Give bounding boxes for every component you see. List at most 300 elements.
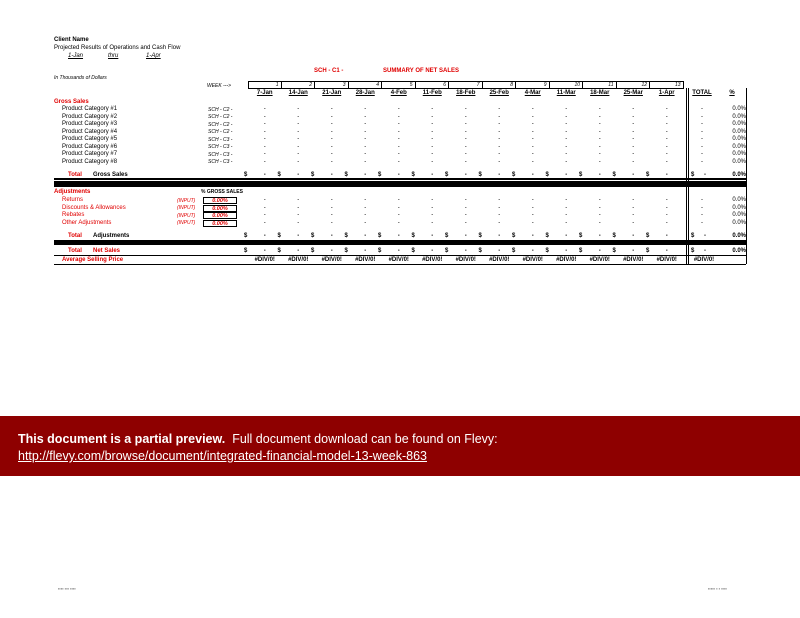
cell-value: - [598,136,601,142]
week-date: 1-Apr [658,90,675,96]
avg-price-value: #DIV/0! [489,257,510,263]
net-total-dollar: $ [612,248,616,254]
to-date: 1-Apr [146,53,161,59]
cell-value: - [565,143,568,150]
gross-total-dollar: $ [512,172,516,178]
row-pct: 0.0% [732,219,746,226]
preview-banner [0,416,800,476]
cell-value: - [297,158,300,165]
row-pct: 0.0% [732,151,746,157]
cell-value: - [464,121,467,127]
category-label: Product Category #8 [62,158,118,165]
net-total-value: - [632,248,635,254]
cell-value: - [431,128,434,135]
cell-value: - [464,136,467,142]
cell-value: - [598,151,601,157]
gross-total-name: Gross Sales [93,172,128,178]
category-label: Product Category #3 [62,121,118,127]
net-total-dollar: $ [579,248,583,254]
cell-value: - [431,113,434,120]
adj-total-dollar: $ [545,233,549,239]
gross-total-dollar: $ [579,172,583,178]
cell-value: - [364,219,367,226]
cell-value: - [665,204,668,211]
cell-value: - [531,143,534,150]
cell-value: - [330,219,333,226]
banner-link[interactable]: http://flevy.com/browse/document/integrated-financial-model-13-week-863 [18,449,427,463]
cell-value: - [330,197,333,203]
banner-text: Full document download can be found on Flevy: [232,432,498,446]
cell-value: - [531,136,534,142]
cell-value: - [565,212,568,218]
cell-value: - [431,204,434,211]
cell-value: - [364,197,367,203]
row-total: - [701,151,703,157]
cell-value: - [632,106,635,112]
cell-value: - [632,121,635,127]
cell-value: - [498,219,501,226]
report-subtitle: Projected Results of Operations and Cash Flow [54,45,181,51]
week-number: 2 [282,81,316,89]
cell-value: - [431,143,434,150]
adj-total-value: - [498,233,501,239]
cell-value: - [665,121,668,127]
cell-value: - [632,204,635,211]
week-number: 6 [416,81,450,89]
cell-value: - [498,128,501,135]
row-pct: 0.0% [732,128,746,135]
total-header: TOTAL [692,90,712,96]
adj-total-value: - [330,233,333,239]
gross-total-dollar: $ [277,172,281,178]
cell-value: - [665,197,668,203]
adj-total-dollar: $ [612,233,616,239]
week-date: 4-Mar [524,90,541,96]
gross-total-dollar: $ [344,172,348,178]
adj-total-value: - [364,233,367,239]
adj-total-value: - [263,233,266,239]
cell-value: - [464,128,467,135]
gross-total-value: - [431,172,434,178]
net-total-value: - [397,248,400,254]
week-date: 4-Feb [390,90,407,96]
cell-value: - [464,113,467,120]
week-box-left-border [248,81,249,89]
adj-total-value: - [565,233,568,239]
cell-value: - [397,204,400,211]
cell-value: - [364,151,367,157]
adj-total-value: - [431,233,434,239]
gross-total-total-dollar: $ [691,172,695,178]
cell-value: - [632,158,635,165]
cell-value: - [531,121,534,127]
cell-value: - [364,106,367,112]
week-date: 18-Mar [590,90,610,96]
cell-value: - [665,158,668,165]
week-date: 14-Jan [288,90,308,96]
row-total: - [701,197,703,203]
adj-total-name: Adjustments [93,233,130,239]
cell-value: - [263,113,266,120]
avg-price-total: #DIV/0! [693,257,715,263]
cell-value: - [565,128,568,135]
gross-total-dollar: $ [545,172,549,178]
cell-value: - [330,128,333,135]
cell-value: - [431,106,434,112]
week-number: 12 [617,81,651,89]
cell-value: - [364,121,367,127]
cell-value: - [263,212,266,218]
cell-value: - [498,158,501,165]
cell-value: - [464,204,467,211]
category-ref: SCH - C2 - [208,129,233,135]
gross-total-dollar: $ [244,172,248,178]
thru-label: thru [108,53,119,59]
cell-value: - [397,158,400,165]
cell-value: - [632,219,635,226]
row-total: - [701,212,703,218]
gross-total-dollar: $ [478,172,482,178]
avg-price-value: #DIV/0! [388,257,409,263]
week-number: 9 [516,81,550,89]
adj-total-dollar: $ [244,233,248,239]
adj-total-dollar: $ [512,233,516,239]
avg-price-value: #DIV/0! [589,257,610,263]
footer-right: ▪▪▪▪▪ ▪ ▪ ▪▪▪▪ [708,586,727,591]
gross-total-total-value: - [704,172,706,178]
cell-value: - [498,212,501,218]
cell-value: - [464,197,467,203]
adj-total-total-pct: 0.0% [732,233,746,239]
adjustment-label: Rebates [62,212,85,218]
adj-total-value: - [297,233,300,239]
week-number: 13 [650,81,684,89]
units-note: In Thousands of Dollars [54,75,107,81]
row-pct: 0.0% [732,143,746,150]
net-total-total-value: - [704,248,706,254]
category-ref: SCH - C3 - [208,159,233,165]
category-label: Product Category #5 [62,136,118,142]
week-number: 1 [248,81,282,89]
cell-value: - [531,106,534,112]
cell-value: - [330,136,333,142]
cell-value: - [330,204,333,211]
week-label: WEEK ---> [207,83,232,89]
cell-value: - [330,158,333,165]
cell-value: - [364,113,367,120]
input-tag: (INPUT) [177,212,196,219]
net-total-dollar: $ [277,248,281,254]
cell-value: - [297,143,300,150]
gross-total-value: - [364,172,367,178]
week-number: 7 [449,81,483,89]
gross-total-value: - [498,172,501,178]
net-total-value: - [598,248,601,254]
cell-value: - [297,197,300,203]
week-date: 25-Mar [623,90,643,96]
adj-total-total-value: - [704,233,706,239]
gross-total-value: - [531,172,534,178]
gross-total-value: - [263,172,266,178]
cell-value: - [330,113,333,120]
cell-value: - [464,212,467,218]
week-number: 5 [382,81,416,89]
cell-value: - [464,158,467,165]
cell-value: - [464,143,467,150]
cell-value: - [330,151,333,157]
net-total-value: - [364,248,367,254]
adjustment-pct-input[interactable]: 0.00% [203,197,237,204]
cell-value: - [598,212,601,218]
input-tag: (INPUT) [177,197,196,204]
adjustment-label: Other Adjustments [62,219,112,226]
cell-value: - [531,113,534,120]
gross-total-dollar: $ [311,172,315,178]
adjustment-pct-input[interactable]: 0.00% [203,212,237,219]
cell-value: - [598,106,601,112]
cell-value: - [431,121,434,127]
net-total-dollar: $ [445,248,449,254]
cell-value: - [464,219,467,226]
adj-total-dollar: $ [478,233,482,239]
cell-value: - [364,204,367,211]
adj-total-value: - [632,233,635,239]
row-pct: 0.0% [732,106,746,112]
row-total: - [701,106,703,112]
adj-total-label: Total [68,233,82,239]
cell-value: - [297,136,300,142]
gross-total-dollar: $ [612,172,616,178]
net-total-dollar: $ [478,248,482,254]
cell-value: - [598,113,601,120]
gross-total-value: - [464,172,467,178]
adjustment-pct-input[interactable]: 0.00% [203,220,237,227]
cell-value: - [297,219,300,226]
row-pct: 0.0% [732,212,746,218]
row-total: - [701,204,703,211]
cell-value: - [297,151,300,157]
gross-total-value: - [632,172,635,178]
avg-price-value: #DIV/0! [254,257,275,263]
total-column-left-border [686,88,687,264]
adj-total-value: - [397,233,400,239]
avg-price-value: #DIV/0! [556,257,577,263]
cell-value: - [498,204,501,211]
row-pct: 0.0% [732,158,746,165]
category-ref: SCH - C3 - [208,136,233,143]
category-ref: SCH - C2 - [208,114,233,120]
net-total-total-pct: 0.0% [732,248,746,254]
cell-value: - [598,128,601,135]
avg-price-value: #DIV/0! [623,257,644,263]
gross-sales-heading: Gross Sales [54,99,89,105]
cell-value: - [632,212,635,218]
avg-price-value: #DIV/0! [522,257,543,263]
cell-value: - [598,219,601,226]
gross-total-value: - [397,172,400,178]
category-label: Product Category #7 [62,151,118,157]
cell-value: - [297,113,300,120]
category-ref: SCH - C3 - [208,144,233,150]
week-date: 11-Mar [556,90,576,96]
cell-value: - [598,204,601,211]
net-total-dollar: $ [378,248,382,254]
week-number: 10 [550,81,584,89]
avg-price-value: #DIV/0! [455,257,476,263]
cell-value: - [263,128,266,135]
category-label: Product Category #6 [62,143,118,150]
cell-value: - [297,128,300,135]
cell-value: - [498,197,501,203]
adj-total-value: - [598,233,601,239]
cell-value: - [263,143,266,150]
avg-price-value: #DIV/0! [422,257,443,263]
cell-value: - [297,106,300,112]
cell-value: - [297,212,300,218]
adj-total-dollar: $ [411,233,415,239]
cell-value: - [364,128,367,135]
row-total: - [701,158,703,165]
cell-value: - [364,158,367,165]
banner-message [18,432,498,446]
net-total-value: - [263,248,266,254]
category-label: Product Category #2 [62,113,118,120]
row-pct: 0.0% [732,113,746,120]
net-total-dollar: $ [646,248,650,254]
cell-value: - [565,204,568,211]
cell-value: - [565,151,568,157]
cell-value: - [263,106,266,112]
cell-value: - [431,219,434,226]
week-date: 21-Jan [322,90,342,96]
week-number: 3 [315,81,349,89]
net-sales-name: Net Sales [93,248,121,254]
adj-total-dollar: $ [311,233,315,239]
cell-value: - [565,136,568,142]
adj-total-dollar: $ [445,233,449,239]
gross-total-value: - [565,172,568,178]
cell-value: - [397,197,400,203]
net-total-dollar: $ [244,248,248,254]
adjustment-pct-input[interactable]: 0.00% [203,205,237,212]
week-date: 11-Feb [422,90,442,96]
cell-value: - [397,121,400,127]
row-total: - [701,136,703,142]
cell-value: - [665,113,668,120]
net-total-dollar: $ [344,248,348,254]
net-sales-underline [54,255,746,256]
cell-value: - [565,197,568,203]
cell-value: - [598,197,601,203]
footer-left: ▪▪▪▪ ▪▪▪ ▪▪▪▪ [58,586,76,591]
cell-value: - [665,106,668,112]
gross-total-value: - [330,172,333,178]
cell-value: - [632,151,635,157]
average-price-underline [54,264,746,265]
cell-value: - [665,151,668,157]
cell-value: - [364,212,367,218]
gross-total-value: - [665,172,668,178]
row-pct: 0.0% [732,136,746,142]
cell-value: - [531,158,534,165]
row-total: - [701,121,703,127]
cell-value: - [397,128,400,135]
adj-total-dollar: $ [646,233,650,239]
schedule-title: SUMMARY OF NET SALES [383,68,460,74]
adj-total-total-dollar: $ [691,233,695,239]
row-pct: 0.0% [732,204,746,211]
adj-total-dollar: $ [344,233,348,239]
cell-value: - [665,212,668,218]
net-total-value: - [665,248,668,254]
cell-value: - [665,136,668,142]
adj-total-dollar: $ [277,233,281,239]
gross-total-dollar: $ [411,172,415,178]
row-total: - [701,219,703,226]
category-ref: SCH - C2 - [208,121,233,128]
cell-value: - [263,136,266,142]
cell-value: - [397,212,400,218]
cell-value: - [431,158,434,165]
category-ref: SCH - C2 - [208,106,233,113]
avg-price-value: #DIV/0! [321,257,342,263]
average-price-label: Average Selling Price [62,257,124,263]
adjustment-label: Returns [62,197,84,203]
cell-value: - [498,143,501,150]
adjustments-divider-bar [54,240,746,245]
cell-value: - [598,121,601,127]
client-name: Client Name [54,37,89,43]
gross-total-value: - [297,172,300,178]
net-total-dollar: $ [311,248,315,254]
net-total-value: - [297,248,300,254]
cell-value: - [464,151,467,157]
schedule-code: SCH - C1 - [314,68,344,74]
cell-value: - [665,219,668,226]
cell-value: - [431,136,434,142]
cell-value: - [598,158,601,165]
cell-value: - [498,106,501,112]
week-number: 11 [583,81,617,89]
row-total: - [701,128,703,135]
cell-value: - [565,121,568,127]
adjustment-label: Discounts & Allowances [62,204,126,211]
gross-total-value: - [598,172,601,178]
category-label: Product Category #1 [62,106,118,112]
gross-total-divider [54,178,746,180]
grid-right-border [746,88,747,264]
net-total-label: Total [68,248,82,254]
cell-value: - [565,219,568,226]
cell-value: - [531,219,534,226]
cell-value: - [330,106,333,112]
category-ref: SCH - C3 - [208,151,233,158]
pct-header: % [729,90,735,96]
row-pct: 0.0% [732,197,746,203]
avg-price-value: #DIV/0! [288,257,309,263]
cell-value: - [498,121,501,127]
cell-value: - [397,106,400,112]
gross-total-label: Total [68,172,82,178]
cell-value: - [330,212,333,218]
cell-value: - [531,212,534,218]
week-date: 7-Jan [256,90,273,96]
net-total-dollar: $ [545,248,549,254]
cell-value: - [464,106,467,112]
gross-total-total-pct: 0.0% [732,172,746,178]
week-number: 8 [483,81,517,89]
cell-value: - [263,219,266,226]
